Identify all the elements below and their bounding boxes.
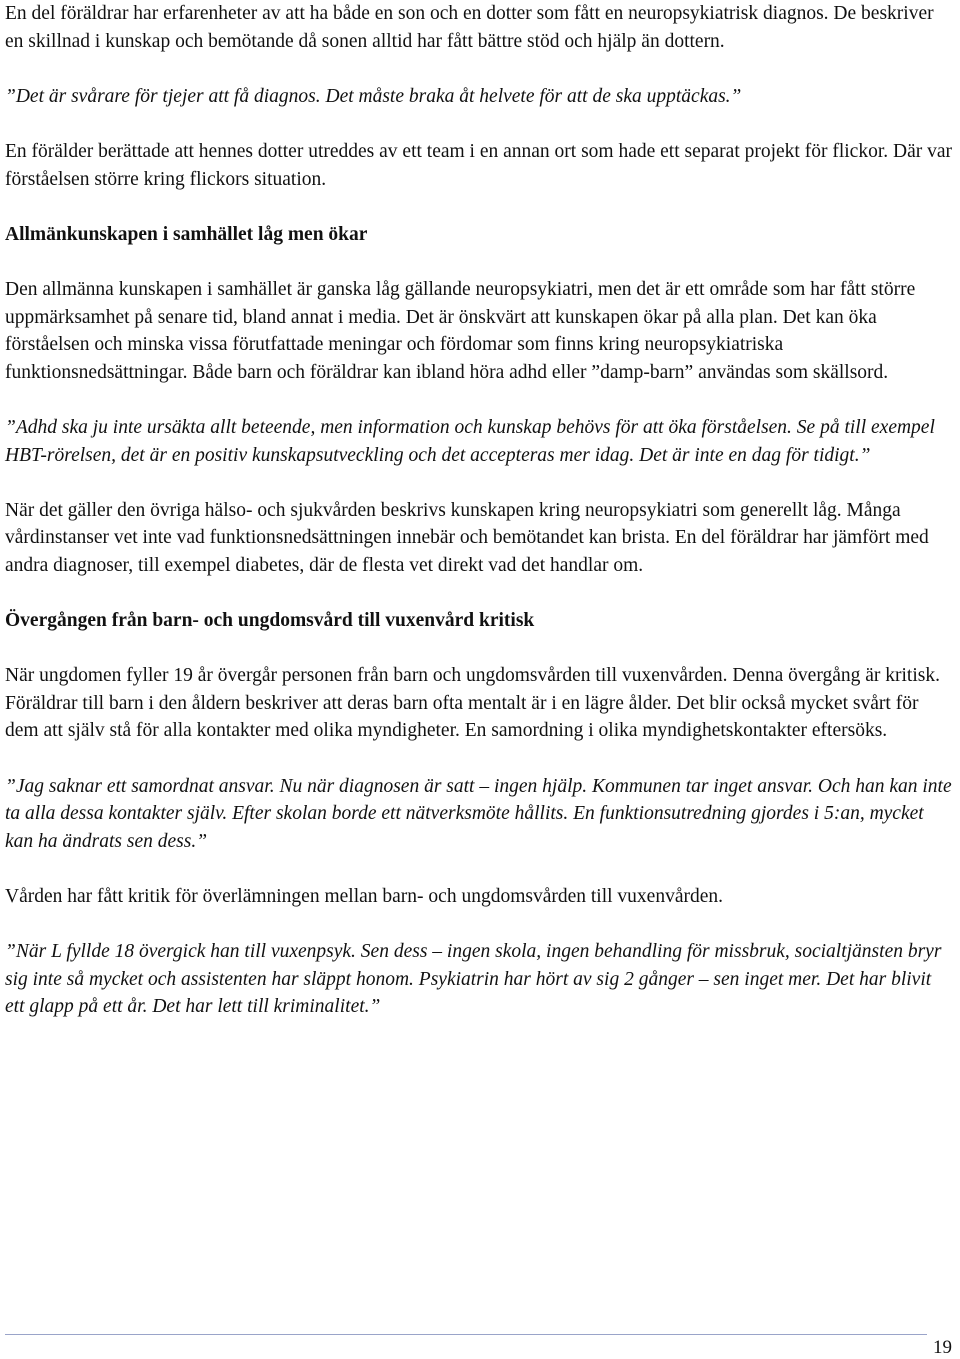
- paragraph-gap: [5, 248, 953, 276]
- quote-coordinated-responsibility: ”Jag saknar ett samordnat ansvar. Nu när diagnosen är satt – ingen hjälp. Kommunen tar inget ansvar. Och han kan inte ta alla dessa kontakter själv. Efter skolan borde ett nätverksmöte hållits. En funktionsutredning gjordes i 5:an, mycket kan ha ändrats sen dess.”: [5, 775, 952, 852]
- paragraph-gap: [5, 579, 953, 607]
- paragraph-gap: [5, 386, 953, 414]
- quote-girls-diagnosis: ”Det är svårare för tjejer att få diagnos. Det måste braka åt helvete för att de ska upptäckas.”: [5, 85, 742, 107]
- paragraph-public-knowledge: Den allmänna kunskapen i samhället är ganska låg gällande neuropsykiatri, men det är ett område som har fått större uppmärksamhet på senare tid, bland annat i media. Det är önskvärt att kunskapen ökar på alla plan. Det kan öka förståelsen och minska vissa förutfattade meningar och fördomar som finns kring neuropsykiatriska funktionsnedsättningar. Både barn och föräldrar kan ibland höra adhd eller ”damp-barn” användas som skällsord.: [5, 278, 916, 383]
- quote-adult-psychiatry: ”När L fyllde 18 övergick han till vuxenpsyk. Sen dess – ingen skola, ingen behandling för missbruk, socialtjänsten bryr sig inte så mycket och assistenten har släppt honom. Psykiatrin har hört av sig 2 gånger – sen inget mer. Det har blivit ett glapp på ett år. Det har lett till kriminalitet.”: [5, 941, 942, 1018]
- paragraph-gap: [5, 745, 953, 773]
- paragraph-transition: När ungdomen fyller 19 år övergår personen från barn och ungdomsvården till vuxenvården. Denna övergång är kritisk. Föräldrar till barn i den åldern beskriver att deras barn ofta mentalt är i en lägre ålder. Det blir också mycket svårt för dem att själv stå för alla kontakter med olika myndigheter. En samordning i olika myndighetskontakter eftersöks.: [5, 665, 940, 742]
- paragraph-gap: [5, 911, 953, 939]
- document-page: [5, 0, 953, 1021]
- paragraph-girls-project: En förälder berättade att hennes dotter utreddes av ett team i en annan ort som hade ett separat projekt för flickor. Där var förståelsen större kring flickors situation.: [5, 140, 952, 190]
- page-number: 19: [933, 1337, 952, 1358]
- section-heading-transition: Övergången från barn- och ungdomsvård till vuxenvård kritisk: [5, 610, 535, 632]
- paragraph-care-criticism: Vården har fått kritik för överlämningen mellan barn- och ungdomsvården till vuxenvården.: [5, 886, 724, 907]
- paragraph-gap: [5, 855, 953, 883]
- section-heading-public-knowledge: Allmänkunskapen i samhället låg men ökar: [5, 223, 368, 245]
- quote-adhd-understanding: ”Adhd ska ju inte ursäkta allt beteende, men information och kunskap behövs för att öka förståelsen. Se på till exempel HBT-rörelsen, det är en positiv kunskapsutveckling och det accepteras mer idag. Det är inte en dag för tidigt.”: [5, 416, 935, 466]
- paragraph-gap: [5, 110, 953, 138]
- paragraph-gap: [5, 55, 953, 83]
- paragraph-gap: [5, 469, 953, 497]
- footer-divider: [5, 1334, 927, 1335]
- paragraph-healthcare-knowledge: När det gäller den övriga hälso- och sjukvården beskrivs kunskapen kring neuropsykiatri som generellt låg. Många vårdinstanser vet inte vad funktionsnedsättningen innebär och bemötandet kan brista. En del föräldrar har jämfört med andra diagnoser, till exempel diabetes, där de flesta vet direkt vad det handlar om.: [5, 499, 929, 576]
- paragraph-gap: [5, 193, 953, 221]
- paragraph-gap: [5, 635, 953, 663]
- paragraph-siblings-diagnosis: En del föräldrar har erfarenheter av att ha både en son och en dotter som fått en neuropsykiatrisk diagnos. De beskriver en skillnad i kunskap och bemötande då sonen alltid har fått bättre stöd och hjälp än dottern.: [5, 3, 934, 52]
